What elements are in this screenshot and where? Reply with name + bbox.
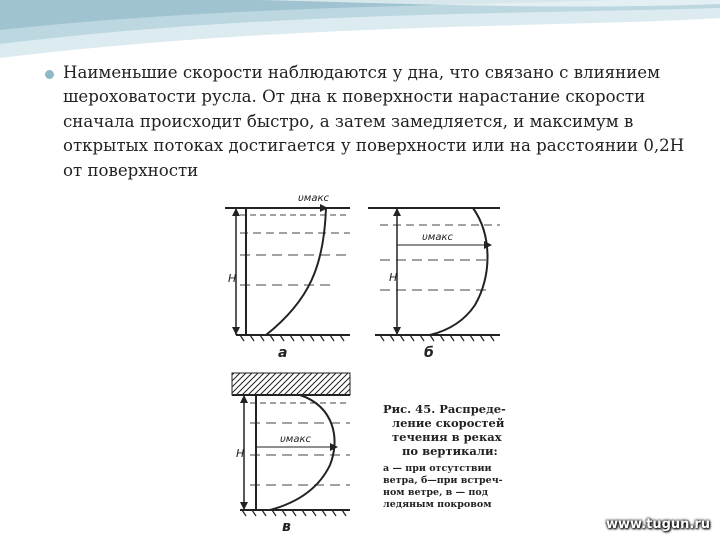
panel-a: [225, 193, 350, 361]
panel-c: [232, 373, 350, 535]
caption-line: по вертикали:: [402, 444, 498, 458]
panel-b: [368, 208, 500, 361]
header-swoosh-decoration: [0, 0, 720, 70]
caption-line: Рис. 45. Распреде-: [383, 402, 506, 416]
caption-line: ление скоростей: [392, 416, 505, 430]
caption-line: течения в реках: [392, 430, 502, 444]
caption-line: а — при отсутствии: [383, 463, 492, 474]
depth-label-a: H: [228, 272, 237, 285]
depth-label-b: H: [389, 271, 398, 284]
vmax-label-b: υмакс: [422, 232, 453, 243]
velocity-distribution-figure: [200, 185, 520, 535]
figure-caption: [383, 402, 506, 510]
panel-c-label: в: [282, 519, 291, 535]
caption-line: ном ветре, в — под: [383, 487, 489, 498]
vmax-label-a: υмакс: [298, 193, 329, 204]
site-watermark: www.tugun.ru: [605, 517, 710, 532]
bullet-icon: [45, 70, 54, 79]
panel-a-label: а: [278, 345, 288, 361]
caption-line: ветра, б—при встреч-: [383, 475, 503, 486]
panel-b-label: б: [424, 345, 434, 361]
depth-label-c: H: [236, 447, 245, 460]
slide-body-text: Наименьшие скорости наблюдаются у дна, что связано с влиянием шероховатости русла. От дна к поверхности нарастание скорости сначала происходит быстро, а затем замедляется, и максимум в открытых потоках достигается у поверхности или на расстоянии 0,2Н от поверхности: [63, 63, 685, 180]
caption-line: ледяным покровом: [383, 499, 492, 510]
vmax-label-c: υмакс: [280, 434, 311, 445]
